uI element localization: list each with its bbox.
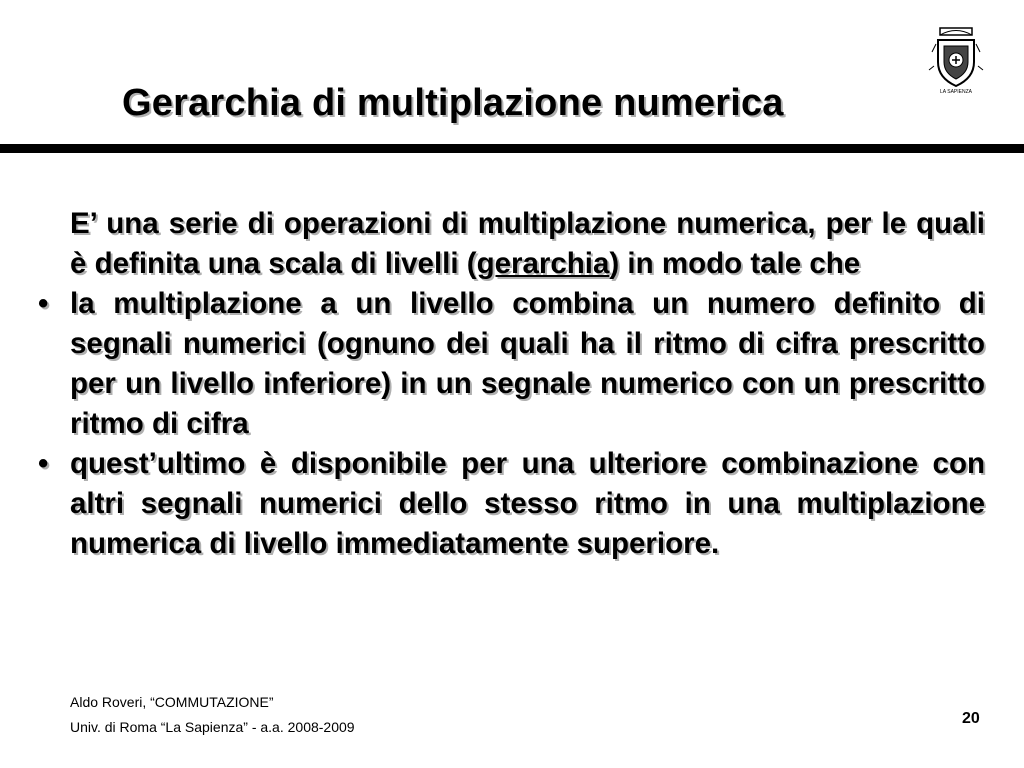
bullet-item-2 bbox=[38, 444, 985, 564]
intro-paragraph bbox=[70, 204, 985, 284]
bullet-text: la multiplazione a un livello combina un numero definito di segnali numerici (ognuno dei quali ha il ritmo di cifra prescritto per un livello inferiore) in un segnale numerico con un prescritto ritmo di cifra bbox=[70, 287, 985, 440]
bullet-item-1 bbox=[38, 284, 985, 444]
title-divider bbox=[0, 144, 1024, 153]
university-seal-logo bbox=[926, 22, 986, 94]
footer-institution: Univ. di Roma “La Sapienza” - a.a. 2008-2009 bbox=[70, 719, 355, 735]
intro-term-gerarchia: gerarchia bbox=[476, 247, 610, 280]
bullet-text: quest’ultimo è disponibile per una ulteriore combinazione con altri segnali numerici dello stesso ritmo in una multiplazione numerica di livello immediatamente superiore. bbox=[70, 447, 985, 560]
bullet-marker: • bbox=[38, 287, 49, 320]
bullet-marker: • bbox=[38, 447, 49, 480]
slide-body bbox=[38, 204, 985, 564]
intro-text-before: E’ una serie di operazioni di multiplazione numerica, per le quali è definita una scala di livelli ( bbox=[70, 207, 985, 280]
page-number: 20 bbox=[962, 710, 980, 727]
logo-caption: LA SAPIENZA bbox=[940, 89, 972, 94]
footer-author: Aldo Roveri, “COMMUTAZIONE” bbox=[70, 694, 274, 710]
intro-text-after: ) in modo tale che bbox=[609, 247, 861, 280]
slide-title: Gerarchia di multiplazione numerica bbox=[122, 82, 784, 124]
